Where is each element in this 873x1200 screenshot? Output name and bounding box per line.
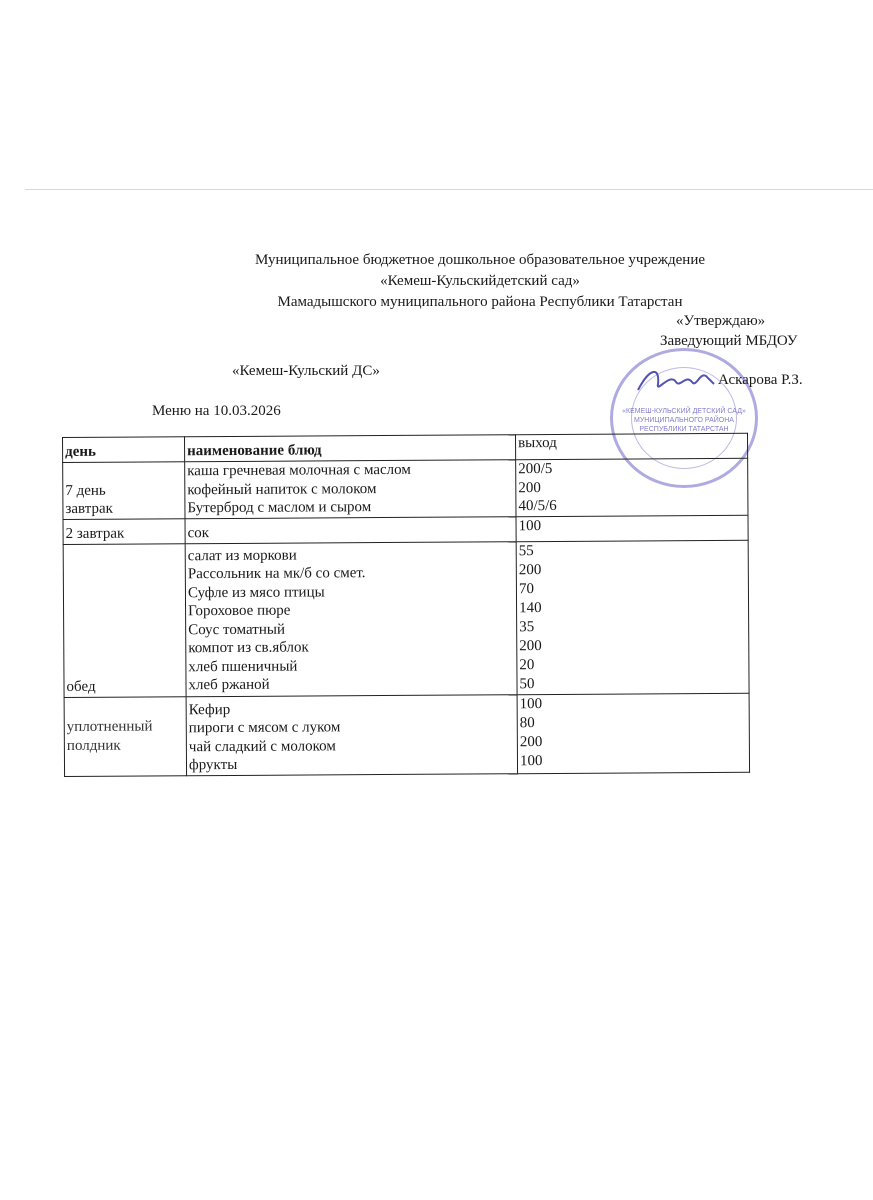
row-dishes: сок [185, 516, 516, 543]
signature [630, 362, 720, 402]
row-day: обед [63, 543, 186, 697]
row-dishes: Кефир пироги с мясом с луком чай сладкий с молоком фрукты [186, 694, 517, 775]
header-day: день [63, 437, 185, 463]
institution-name: Муниципальное бюджетное дошкольное образовательное учреждение [255, 252, 705, 268]
district-name: Мамадышского муниципального района Республики Татарстан [277, 294, 683, 310]
table-row [64, 693, 749, 776]
scan-edge-line [25, 189, 873, 190]
position-label: Заведующий МБДОУ [660, 333, 798, 349]
row-dishes: каша гречневая молочная с маслом кофейный напиток с молоком Бутерброд с маслом и сыром [185, 460, 516, 519]
approve-label: «Утверждаю» [676, 313, 766, 329]
menu-date: Меню на 10.03.2026 [152, 403, 281, 419]
row-dishes: салат из моркови Рассольник на мк/б со смет. Суфле из мясо птицы Гороховое пюре Соус томатный компот из св.яблок хлеб пшеничный хлеб ржаной [185, 541, 517, 696]
kindergarten-name: «Кемеш-Кульскийдетский сад» [380, 273, 580, 289]
header-dish: наименование блюд [185, 435, 516, 462]
table-row [63, 458, 748, 519]
row-outputs: 100 [516, 515, 748, 541]
row-day: уплотненный полдник [64, 696, 186, 776]
stamp-text: «КЕМЕШ-КУЛЬСКИЙ ДЕТСКИЙ САД» МУНИЦИПАЛЬНОГО РАЙОНА РЕСПУБЛИКИ ТАТАРСТАН [622, 408, 746, 433]
row-day: 2 завтрак [63, 518, 185, 544]
header-output: выход [515, 433, 747, 459]
menu-table [62, 433, 750, 777]
table-row [63, 540, 749, 697]
row-outputs: 100 80 200 100 [517, 693, 749, 773]
row-outputs: 200/5 200 40/5/6 [516, 458, 748, 516]
org-short-name: «Кемеш-Кульский ДС» [232, 363, 380, 379]
row-day: 7 день завтрак [63, 462, 185, 519]
row-outputs: 55 200 70 140 35 200 20 50 [516, 540, 749, 694]
signer-name: Аскарова Р.З. [718, 372, 803, 388]
